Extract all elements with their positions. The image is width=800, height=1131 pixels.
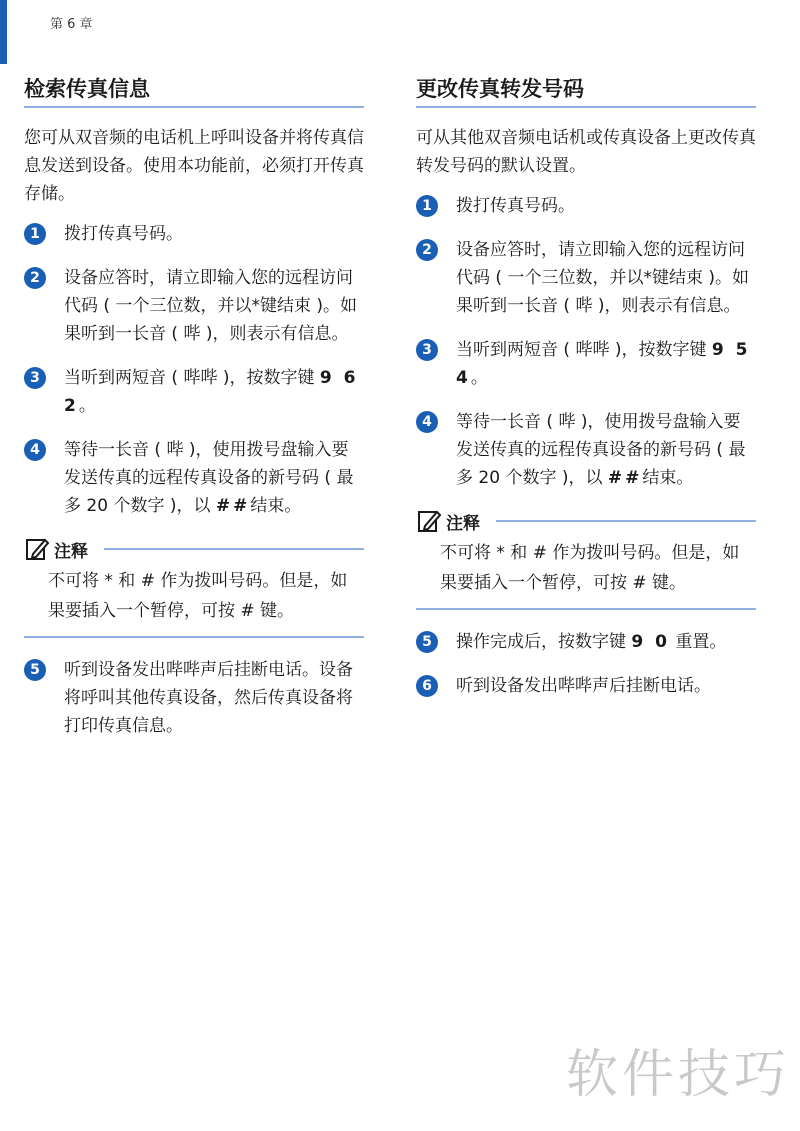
step-2 [24,264,364,348]
chapter-edge-bar [0,0,7,64]
note-rule [104,548,364,550]
step-text-tail: 。 [470,368,488,388]
step-text: 拨打传真号码。 [64,224,183,244]
step-text: 拨打传真号码。 [456,196,575,216]
step-text: 等待一长音 ( 哔 )，使用拨号盘输入要发送传真的远程传真设备的新号码 ( 最多 20 个数字 )，以 [456,412,746,488]
section-retrieve-fax [24,74,364,756]
key-sequence: ## [607,468,643,488]
step-number-badge: 3 [416,339,438,361]
step-3 [416,336,756,392]
step-4 [24,436,364,520]
step-text: 听到设备发出哔哔声后挂断电话。 [456,676,711,696]
note-text: 不可将 * 和 # 作为拨叫号码。但是，如果要插入一个暂停，可按 # 键。 [440,543,740,593]
key-sequence: 9 6 2 [64,368,359,416]
note-end-rule [416,608,756,610]
note-label: 注释 [54,541,88,562]
step-2 [416,236,756,320]
step-number-badge: 2 [416,239,438,261]
step-text-tail: 重置。 [669,632,727,652]
step-text-tail: 。 [78,396,96,416]
section-title: 检索传真信息 [24,77,150,101]
step-text: 听到设备发出哔哔声后挂断电话。设备将呼叫其他传真设备，然后传真设备将打印传真信息。 [64,660,353,736]
key-sequence: ## [215,496,251,516]
step-number-badge: 2 [24,267,46,289]
step-text: 当听到两短音 ( 哔哔 )，按数字键 [64,368,320,388]
note-label: 注释 [446,513,480,534]
step-number-badge: 3 [24,367,46,389]
step-text: 等待一长音 ( 哔 )，使用拨号盘输入要发送传真的远程传真设备的新号码 ( 最多 20 个数字 )，以 [64,440,354,516]
step-text: 设备应答时，请立即输入您的远程访问代码 ( 一个三位数，并以*键结束 )。如果听到一长音 ( 哔 )，则表示有信息。 [64,268,357,344]
note-rule [496,520,756,522]
step-number-badge: 4 [24,439,46,461]
step-number-badge: 4 [416,411,438,433]
step-number-badge: 1 [416,195,438,217]
step-6 [416,672,756,700]
note-pencil-icon [24,536,50,562]
step-5 [24,656,364,740]
section-title-rule [24,106,364,108]
section-title: 更改传真转发号码 [416,77,584,101]
step-4 [416,408,756,492]
step-1 [416,192,756,220]
step-text: 设备应答时，请立即输入您的远程访问代码 ( 一个三位数，并以*键结束 )。如果听到一长音 ( 哔 )，则表示有信息。 [456,240,749,316]
step-text-tail: 结束。 [642,468,694,488]
section-intro: 您可从双音频的电话机上呼叫设备并将传真信息发送到设备。使用本功能前，必须打开传真存储。 [24,128,364,204]
section-title-rule [416,106,756,108]
step-text: 当听到两短音 ( 哔哔 )，按数字键 [456,340,712,360]
section-change-forward-number [416,74,756,716]
note-header [24,536,364,562]
note-box [24,536,364,638]
note-pencil-icon [416,508,442,534]
watermark: 软件技巧 [566,1045,791,1105]
step-number-badge: 5 [24,659,46,681]
note-end-rule [24,636,364,638]
step-text-tail: 结束。 [250,496,302,516]
key-sequence: 9 5 4 [456,340,751,388]
step-number-badge: 6 [416,675,438,697]
step-number-badge: 5 [416,631,438,653]
note-box [416,508,756,610]
note-header [416,508,756,534]
chapter-label: 第 6 章 [50,17,93,32]
key-sequence: 9 0 [631,632,670,652]
note-text: 不可将 * 和 # 作为拨叫号码。但是，如果要插入一个暂停，可按 # 键。 [48,571,348,621]
step-5 [416,628,756,656]
section-intro: 可从其他双音频电话机或传真设备上更改传真转发号码的默认设置。 [416,128,756,176]
step-3 [24,364,364,420]
step-number-badge: 1 [24,223,46,245]
step-text: 操作完成后，按数字键 [456,632,632,652]
step-1 [24,220,364,248]
